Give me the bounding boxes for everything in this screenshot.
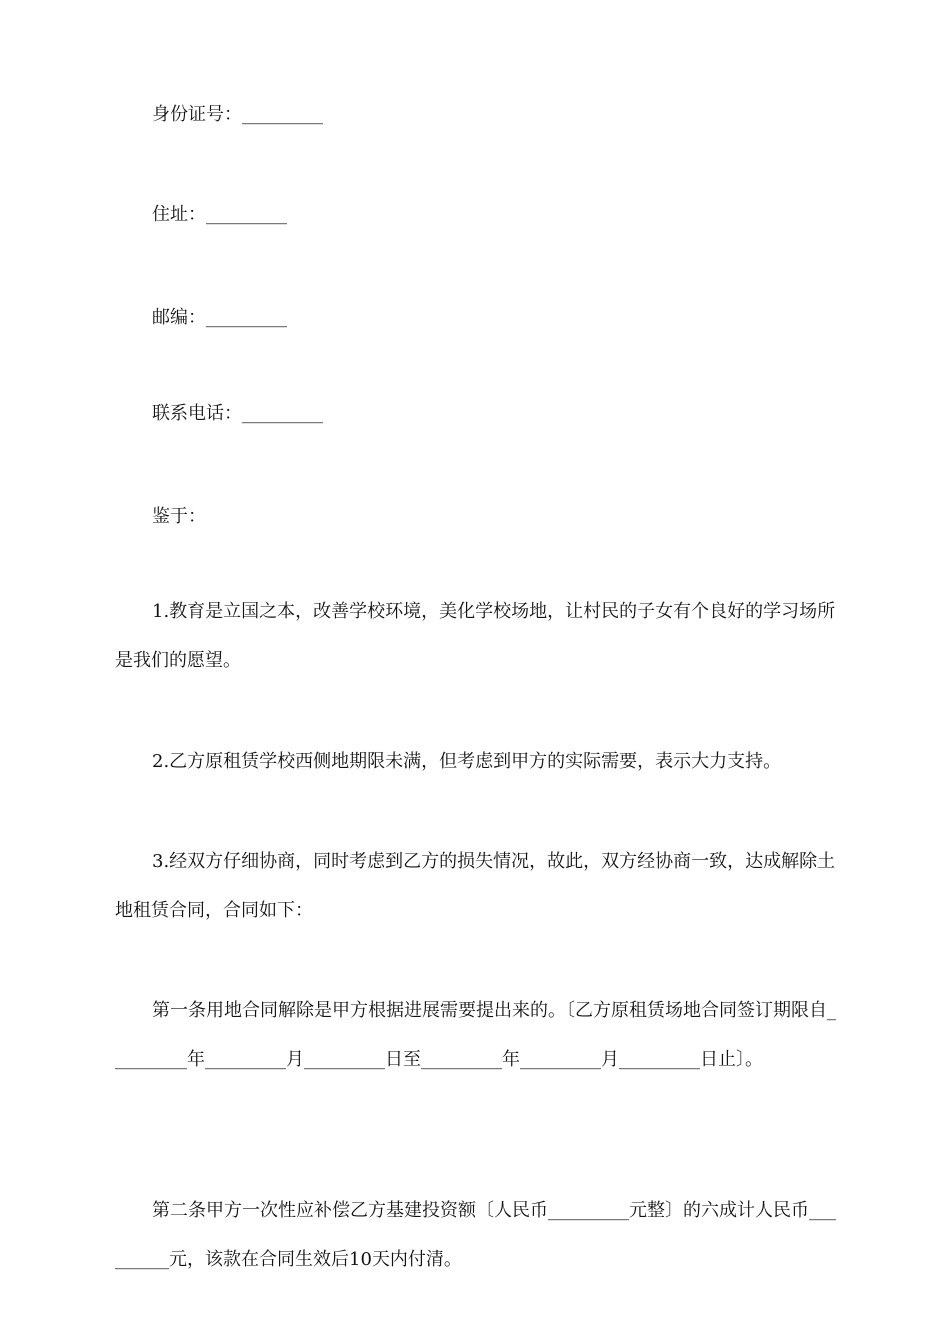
- id-number-field: 身份证号：_________: [152, 104, 323, 125]
- address-field: 住址：_________: [152, 204, 287, 225]
- postcode-field: 邮编：_________: [152, 307, 287, 328]
- recital-3: 3.经双方仔细协商，同时考虑到乙方的损失情况，故此，双方经协商一致，达成解除土地租赁合同，合同如下：: [115, 851, 836, 921]
- article-2: 第二条甲方一次性应补偿乙方基建投资额〔人民币_________元整〕的六成计人民币_________元，该款在合同生效后10天内付清。: [115, 1200, 836, 1270]
- article-1: 第一条用地合同解除是甲方根据进展需要提出来的。〔乙方原租赁场地合同签订期限自_________年_________月_________日至_________年_________月_________日止〕。: [115, 1000, 836, 1070]
- whereas-heading: 鉴于：: [152, 506, 206, 527]
- recital-2: 2.乙方原租赁学校西侧地期限未满，但考虑到甲方的实际需要，表示大力支持。: [152, 751, 782, 772]
- phone-field: 联系电话：_________: [152, 403, 323, 424]
- recital-1: 1.教育是立国之本，改善学校环境，美化学校场地，让村民的子女有个良好的学习场所是我们的愿望。: [115, 601, 836, 671]
